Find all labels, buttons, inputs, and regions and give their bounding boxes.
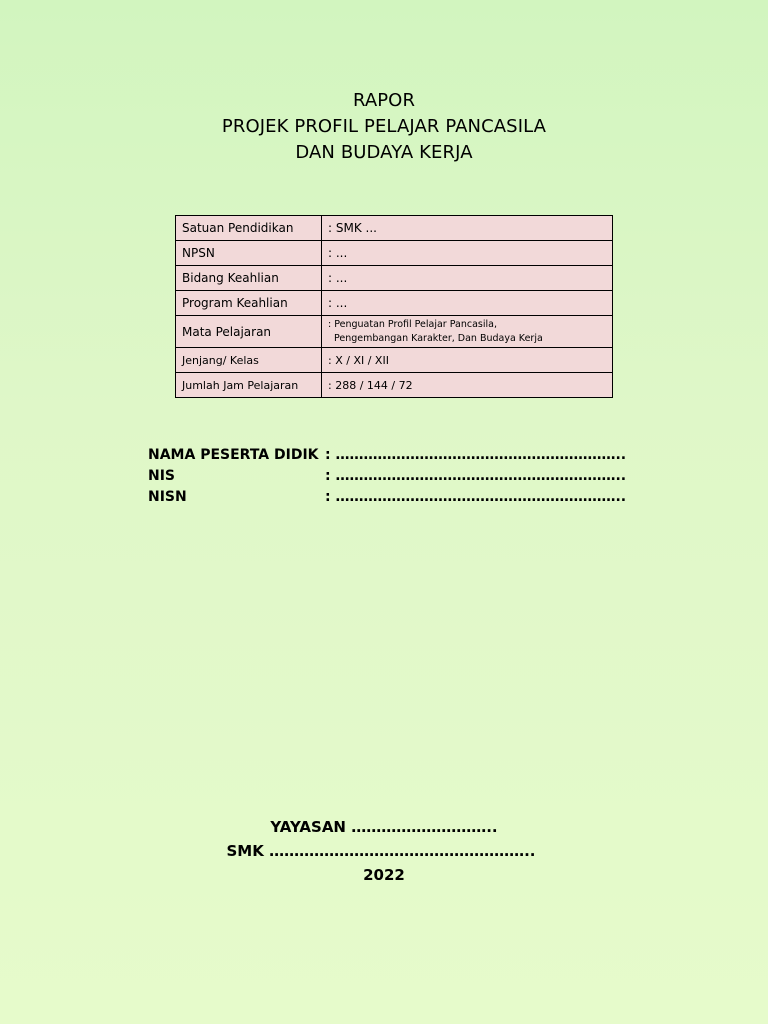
student-nisn-label: NISN (148, 489, 187, 505)
title-line-2: PROJEK PROFIL PELAJAR PANCASILA (221, 116, 547, 137)
value-satuan-pendidikan: : SMK ... (322, 216, 613, 241)
student-identity (148, 445, 626, 508)
label-jenjang-kelas: Jenjang/ Kelas (176, 348, 322, 373)
table-row (176, 291, 613, 316)
value-mata-pelajaran-line-2: Pengembangan Karakter, Dan Budaya Kerja (334, 332, 543, 344)
table-row (176, 348, 613, 373)
student-nis-row (148, 466, 626, 487)
student-name-value: : …………………………………………………….. (325, 447, 627, 463)
report-title (0, 88, 768, 166)
label-jumlah-jam: Jumlah Jam Pelajaran (176, 373, 322, 398)
value-bidang-keahlian: : ... (322, 266, 613, 291)
value-jenjang-kelas: : X / XI / XII (322, 348, 613, 373)
foundation-name: YAYASAN ……………………….. (270, 818, 498, 836)
value-program-keahlian: : ... (322, 291, 613, 316)
report-year: 2022 (363, 866, 405, 884)
table-row (176, 373, 613, 398)
value-jumlah-jam: : 288 / 144 / 72 (322, 373, 613, 398)
student-nis-label: NIS (148, 468, 176, 484)
label-program-keahlian: Program Keahlian (176, 291, 322, 316)
table-row (176, 316, 613, 348)
student-nis-value: : …………………………………………………….. (325, 468, 627, 484)
student-name-row (148, 445, 626, 466)
label-npsn: NPSN (176, 241, 322, 266)
label-satuan-pendidikan: Satuan Pendidikan (176, 216, 322, 241)
school-name: SMK …………………………………………….. (226, 842, 536, 860)
student-nisn-value: : …………………………………………………….. (325, 489, 627, 505)
title-line-1: RAPOR (352, 90, 416, 111)
table-row (176, 241, 613, 266)
school-info-table (175, 215, 613, 398)
label-bidang-keahlian: Bidang Keahlian (176, 266, 322, 291)
title-line-3: DAN BUDAYA KERJA (295, 142, 473, 163)
value-mata-pelajaran-line-1: : Penguatan Profil Pelajar Pancasila, (328, 318, 497, 330)
table-row (176, 216, 613, 241)
value-npsn: : ... (322, 241, 613, 266)
student-name-label: NAMA PESERTA DIDIK (148, 447, 319, 463)
label-mata-pelajaran: Mata Pelajaran (176, 316, 322, 348)
student-nisn-row (148, 487, 626, 508)
institution-footer (0, 815, 768, 887)
value-mata-pelajaran (322, 316, 613, 348)
table-row (176, 266, 613, 291)
